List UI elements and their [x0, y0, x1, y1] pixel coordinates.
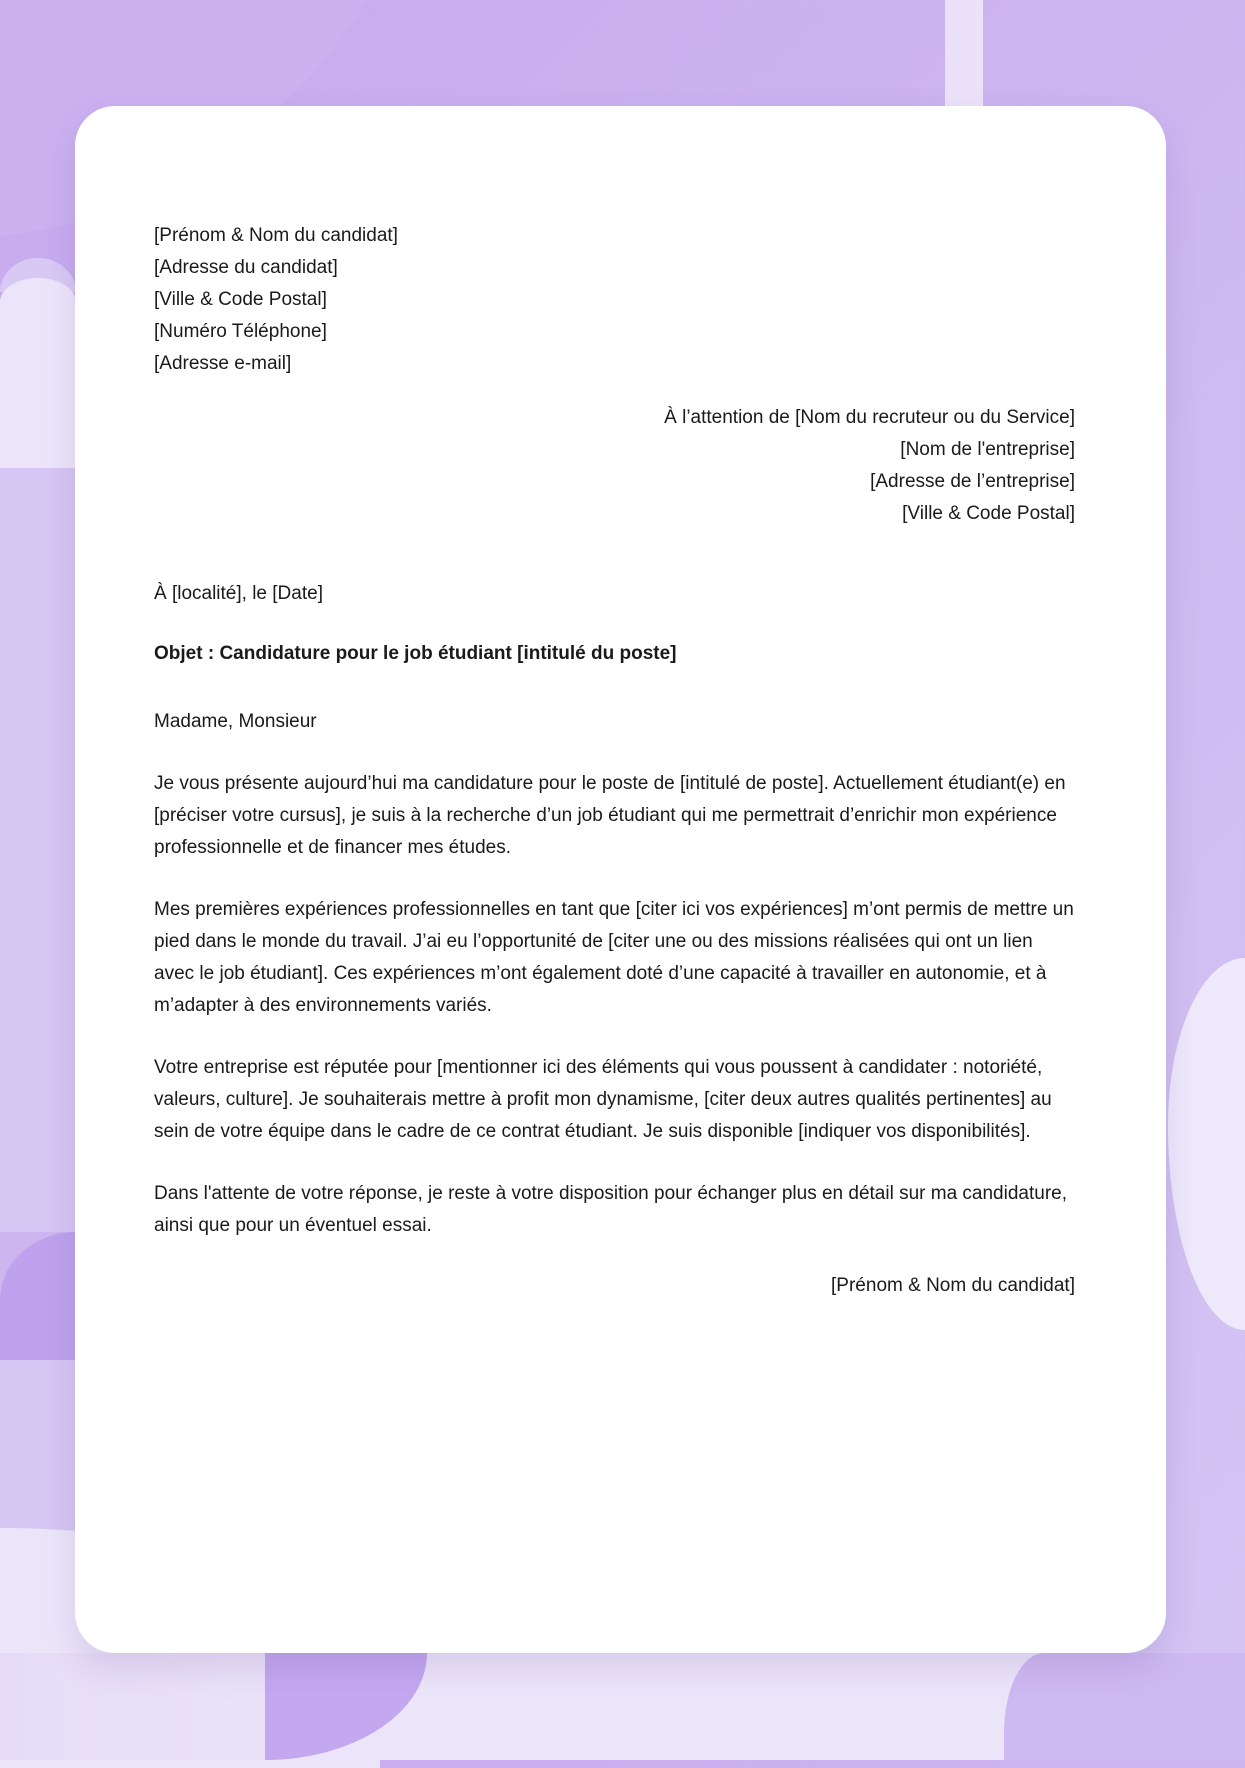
bg-bottom-right-purple	[1004, 1653, 1245, 1760]
sender-line-city: [Ville & Code Postal]	[154, 289, 327, 310]
bg-right-light-sliver	[1168, 958, 1245, 1330]
sender-line-email: [Adresse e-mail]	[154, 353, 292, 374]
bg-left-mid-tile-lower	[0, 1360, 76, 1535]
salutation: Madame, Monsieur	[154, 711, 317, 732]
sender-block	[154, 220, 1075, 380]
sender-line-address: [Adresse du candidat]	[154, 257, 338, 278]
sender-line-name: [Prénom & Nom du candidat]	[154, 225, 398, 246]
bg-left-mid-tile	[0, 468, 76, 1232]
bg-top-light-band	[945, 0, 983, 107]
subject-line: Objet : Candidature pour le job étudiant [intitulé du poste]	[154, 643, 677, 664]
recipient-line-company: [Nom de l'entreprise]	[900, 439, 1075, 460]
recipient-block	[154, 402, 1075, 530]
body-paragraph-3: Votre entreprise est réputée pour [mentionner ici des éléments qui vous poussent à candidater : notoriété, valeurs, culture]. Je souhaiterais mettre à profit mon dynamisme, [citer deux autres qualités pertinentes] au sein de votre équipe dans le cadre de ce contrat étudiant. Je suis disponible [indiquer vos disponibilités].	[154, 1057, 1052, 1142]
sender-line-phone: [Numéro Téléphone]	[154, 321, 327, 342]
letter-content	[154, 220, 1075, 1302]
recipient-line-city: [Ville & Code Postal]	[902, 503, 1075, 524]
letter-card	[75, 106, 1166, 1653]
body-paragraph-1: Je vous présente aujourd’hui ma candidature pour le poste de [intitulé de poste]. Actuellement étudiant(e) en [préciser votre cursus], je suis à la recherche d’un job étudiant qui me permettrait d’enrichir mon expérience professionnelle et de financer mes études.	[154, 773, 1066, 858]
bg-left-dark-arc	[0, 1232, 76, 1360]
signature: [Prénom & Nom du candidat]	[831, 1275, 1075, 1296]
body-paragraph-4: Dans l'attente de votre réponse, je reste à votre disposition pour échanger plus en détail sur ma candidature, ainsi que pour un éventuel essai.	[154, 1183, 1068, 1236]
recipient-line-attention: À l’attention de [Nom du recruteur ou du Service]	[664, 407, 1075, 428]
place-date-line: À [localité], le [Date]	[154, 583, 323, 604]
recipient-line-address: [Adresse de l’entreprise]	[870, 471, 1075, 492]
bg-left-light-tile	[0, 278, 76, 468]
body-paragraph-2: Mes premières expériences professionnelles en tant que [citer ici vos expériences] m’ont permis de mettre un pied dans le monde du travail. J’ai eu l’opportunité de [citer une ou des missions réalisées qui ont un lien avec le job étudiant]. Ces expériences m’ont également doté d’une capacité à travailler en autonomie, et à m’adapter à des environnements variés.	[154, 899, 1074, 1016]
